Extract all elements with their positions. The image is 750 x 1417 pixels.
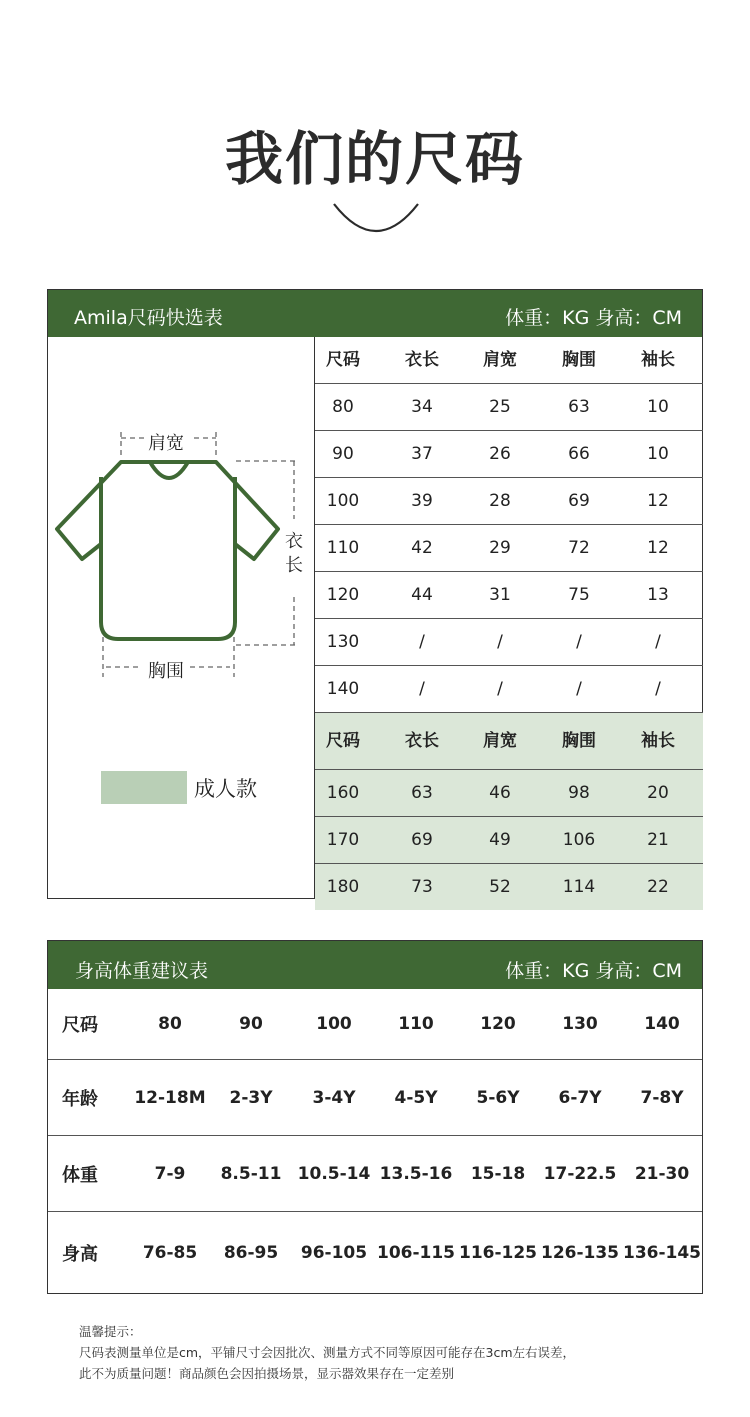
tshirt-icon xyxy=(48,337,315,899)
table-cell: 90 xyxy=(239,1014,263,1034)
table-cell: 180 xyxy=(326,877,360,897)
table-cell: 26 xyxy=(489,444,511,464)
quick-table-header xyxy=(48,290,702,337)
header-cell: 肩宽 xyxy=(483,731,517,751)
table-cell: 15-18 xyxy=(470,1163,526,1184)
table-cell: 42 xyxy=(411,538,433,558)
table-row xyxy=(315,525,703,572)
table-cell: 12 xyxy=(647,538,669,558)
length-label-bottom: 长 xyxy=(285,555,303,576)
table-row xyxy=(315,666,703,713)
table-row xyxy=(315,384,703,431)
header-cell: 尺码 xyxy=(326,731,360,751)
table-cell: 76-85 xyxy=(142,1243,198,1263)
table-cell: 96-105 xyxy=(300,1243,368,1263)
table-cell: 10 xyxy=(647,397,669,417)
table-cell: 44 xyxy=(411,585,433,605)
table-cell: 114 xyxy=(562,877,596,897)
table-cell: 116-125 xyxy=(458,1243,538,1263)
table-cell: 73 xyxy=(411,877,433,897)
table-cell: 8.5-11 xyxy=(220,1163,282,1184)
table-cell: 170 xyxy=(326,830,360,850)
table-cell: 120 xyxy=(480,1014,516,1034)
table-cell: 80 xyxy=(158,1014,182,1034)
table-cell: / xyxy=(655,679,661,699)
adult-legend-label: 成人款 xyxy=(194,777,257,801)
table-row xyxy=(315,864,703,910)
table-cell: 126-135 xyxy=(540,1243,620,1263)
kids-header-row xyxy=(315,337,703,384)
size-grid xyxy=(315,337,703,910)
table-cell: 100 xyxy=(316,1014,352,1034)
suggest-table-title: 身高体重建议表 xyxy=(75,960,209,982)
height-row xyxy=(48,1212,702,1294)
adult-legend-swatch xyxy=(101,771,187,804)
table-cell: 28 xyxy=(489,491,511,511)
table-cell: 106 xyxy=(562,830,596,850)
tips-line: 尺码表测量单位是cm，平铺尺寸会因批次、测量方式不同等原因可能存在3cm左右误差， xyxy=(79,1345,576,1360)
table-cell: 25 xyxy=(489,397,511,417)
shoulder-width-label: 肩宽 xyxy=(148,433,184,454)
table-cell: 17-22.5 xyxy=(543,1163,617,1184)
table-cell: 80 xyxy=(332,397,354,417)
table-row xyxy=(315,431,703,478)
table-cell: 120 xyxy=(326,585,360,605)
quick-table-units: 体重：KG 身高：CM xyxy=(505,307,682,329)
table-cell: 10.5-14 xyxy=(297,1163,371,1184)
row-label: 尺码 xyxy=(62,1015,98,1036)
row-label: 身高 xyxy=(62,1244,98,1265)
table-cell: 5-6Y xyxy=(476,1087,520,1108)
age-row xyxy=(48,1060,702,1136)
row-label: 年龄 xyxy=(62,1088,98,1110)
tips-heading: 温馨提示： xyxy=(79,1324,142,1339)
table-cell: 31 xyxy=(489,585,511,605)
adult-header-row xyxy=(315,713,703,770)
table-cell: 140 xyxy=(326,679,360,699)
table-cell: 4-5Y xyxy=(394,1087,438,1108)
table-cell: 69 xyxy=(568,491,590,511)
header-cell: 胸围 xyxy=(562,350,596,370)
header-cell: 袖长 xyxy=(641,350,675,370)
table-cell: 7-9 xyxy=(154,1163,186,1184)
table-cell: 39 xyxy=(411,491,433,511)
suggest-table-header xyxy=(48,941,702,989)
table-cell: 130 xyxy=(326,632,360,652)
table-cell: 110 xyxy=(326,538,360,558)
table-cell: 66 xyxy=(568,444,590,464)
table-row xyxy=(315,572,703,619)
table-cell: 12 xyxy=(647,491,669,511)
table-cell: 140 xyxy=(644,1014,680,1034)
table-cell: 46 xyxy=(489,783,511,803)
table-cell: / xyxy=(576,679,582,699)
table-cell: / xyxy=(419,632,425,652)
table-cell: 136-145 xyxy=(622,1243,702,1263)
quick-table-title: Amila尺码快选表 xyxy=(74,307,223,329)
table-cell: 37 xyxy=(411,444,433,464)
table-cell: 63 xyxy=(411,783,433,803)
table-cell: 75 xyxy=(568,585,590,605)
table-cell: 34 xyxy=(411,397,433,417)
table-cell: 86-95 xyxy=(223,1243,279,1263)
table-cell: 130 xyxy=(562,1014,598,1034)
table-cell: / xyxy=(419,679,425,699)
table-row xyxy=(315,770,703,817)
header-cell: 衣长 xyxy=(405,731,439,751)
table-cell: 69 xyxy=(411,830,433,850)
header-cell: 胸围 xyxy=(562,731,596,751)
size-row xyxy=(48,989,702,1060)
table-cell: 10 xyxy=(647,444,669,464)
table-cell: 22 xyxy=(647,877,669,897)
header-cell: 尺码 xyxy=(326,350,360,370)
warm-tips xyxy=(79,1321,575,1384)
size-quick-table xyxy=(47,289,703,899)
table-cell: 13.5-16 xyxy=(379,1163,453,1184)
table-cell: 98 xyxy=(568,783,590,803)
table-cell: / xyxy=(576,632,582,652)
suggest-table-units: 体重：KG 身高：CM xyxy=(505,960,682,982)
table-cell: / xyxy=(655,632,661,652)
table-cell: 106-115 xyxy=(376,1243,456,1263)
page-title: 我们的尺码 xyxy=(224,125,525,193)
row-label: 体重 xyxy=(62,1164,98,1186)
tips-line: 此不为质量问题！商品颜色会因拍摄场景，显示器效果存在一定差别 xyxy=(79,1366,455,1381)
header-cell: 衣长 xyxy=(405,350,439,370)
table-cell: 63 xyxy=(568,397,590,417)
table-cell: 7-8Y xyxy=(640,1087,684,1108)
table-cell: 20 xyxy=(647,783,669,803)
table-row xyxy=(315,619,703,666)
table-cell: 110 xyxy=(398,1014,434,1034)
table-cell: 13 xyxy=(647,585,669,605)
table-cell: 100 xyxy=(326,491,360,511)
header-cell: 袖长 xyxy=(641,731,675,751)
table-cell: / xyxy=(497,632,503,652)
table-cell: / xyxy=(497,679,503,699)
height-weight-table xyxy=(47,940,703,1294)
table-cell: 6-7Y xyxy=(558,1087,602,1108)
table-cell: 21 xyxy=(647,830,669,850)
table-row xyxy=(315,817,703,864)
table-cell: 90 xyxy=(332,444,354,464)
table-cell: 160 xyxy=(326,783,360,803)
table-cell: 21-30 xyxy=(634,1163,690,1184)
length-label-top: 衣 xyxy=(285,531,303,552)
garment-illustration-panel xyxy=(48,337,315,899)
title-arc-decoration xyxy=(330,200,422,236)
table-cell: 3-4Y xyxy=(312,1087,356,1108)
table-cell: 29 xyxy=(489,538,511,558)
chest-label: 胸围 xyxy=(148,661,184,682)
table-cell: 49 xyxy=(489,830,511,850)
table-cell: 2-3Y xyxy=(229,1087,273,1108)
weight-row xyxy=(48,1136,702,1212)
table-cell: 52 xyxy=(489,877,511,897)
table-cell: 12-18M xyxy=(134,1087,206,1108)
table-cell: 72 xyxy=(568,538,590,558)
header-cell: 肩宽 xyxy=(483,350,517,370)
table-row xyxy=(315,478,703,525)
